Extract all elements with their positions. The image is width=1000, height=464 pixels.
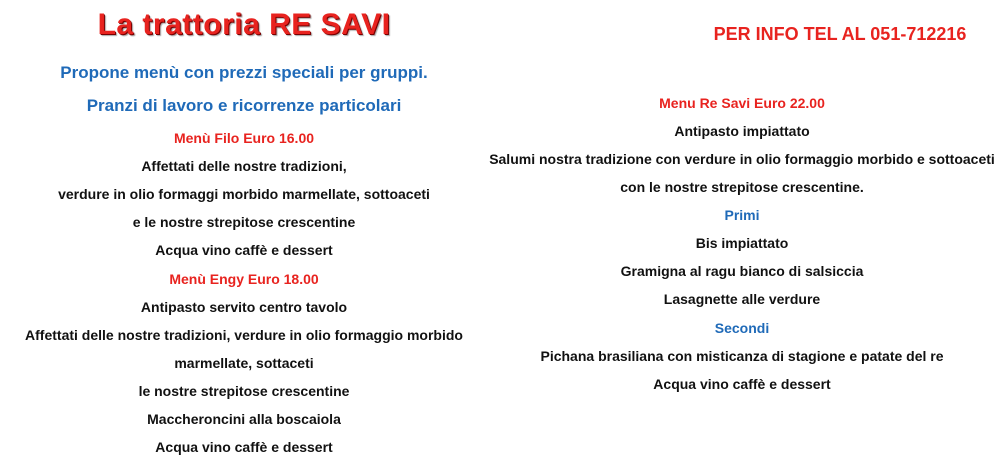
menu-engy-line: Maccheroncini alla boscaiola (147, 411, 341, 427)
menu-engy-line: le nostre strepitose crescentine (138, 383, 350, 399)
secondi-item: Pichana brasiliana con misticanza di stagione e patate del re (540, 348, 944, 364)
menu-filo-line: verdure in olio formaggi morbido marmellate, sottoaceti (58, 186, 430, 202)
menu-engy-heading: Menù Engy Euro 18.00 (169, 271, 319, 287)
menu-resavi-heading: Menu Re Savi Euro 22.00 (659, 95, 825, 111)
menu-resavi-line: con le nostre strepitose crescentine. (620, 179, 864, 195)
menu-engy-line: Affettati delle nostre tradizioni, verdure in olio formaggio morbido (25, 327, 463, 343)
primi-item: Bis impiattato (695, 235, 789, 251)
primi-item: Gramigna al ragu bianco di salsiccia (620, 263, 864, 279)
primi-heading: Primi (724, 207, 760, 223)
secondi-item: Acqua vino caffè e dessert (653, 376, 831, 392)
phone-info: PER INFO TEL AL 051-712216 (713, 24, 967, 44)
restaurant-title: La trattoria RE SAVI (97, 8, 391, 41)
menu-engy-line: Antipasto servito centro tavolo (140, 299, 348, 315)
subtitle-group-prices: Propone menù con prezzi speciali per gruppi. (60, 63, 428, 82)
menu-resavi-line: Antipasto impiattato (674, 123, 810, 139)
menu-filo-heading: Menù Filo Euro 16.00 (173, 130, 315, 146)
menu-filo-line: e le nostre strepitose crescentine (132, 214, 356, 230)
menu-filo-line: Acqua vino caffè e dessert (155, 242, 333, 258)
menu-filo-line: Affettati delle nostre tradizioni, (141, 158, 347, 174)
menu-resavi-line: Salumi nostra tradizione con verdure in olio formaggio morbido e sottoaceti (489, 151, 995, 167)
menu-engy-line: marmellate, sottaceti (174, 355, 314, 371)
secondi-heading: Secondi (714, 320, 770, 336)
subtitle-occasions: Pranzi di lavoro e ricorrenze particolari (86, 96, 402, 115)
primi-item: Lasagnette alle verdure (663, 291, 821, 307)
menu-engy-line: Acqua vino caffè e dessert (155, 439, 333, 455)
